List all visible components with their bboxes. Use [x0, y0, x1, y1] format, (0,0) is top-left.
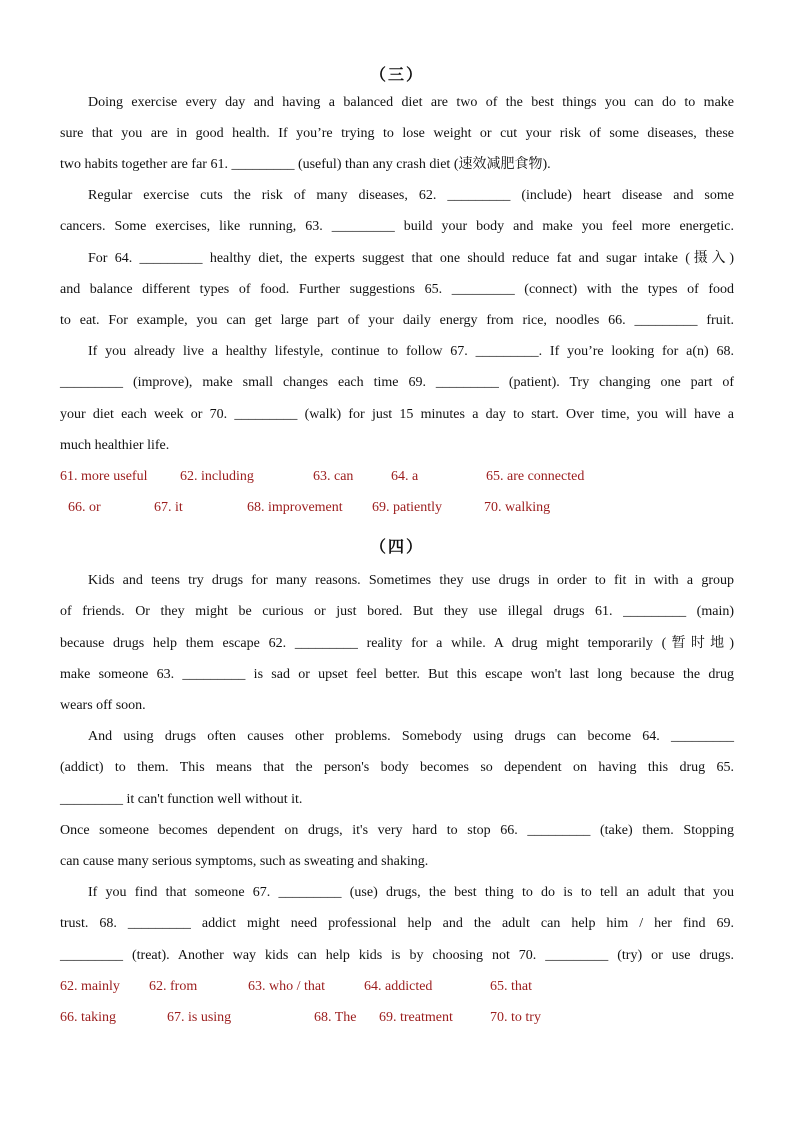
s4-answer: 62. mainly [60, 979, 120, 994]
s3-line-6: For 64. _________ healthy diet, the experts suggest that one should reduce fat and sugar intake (摄入) [88, 251, 734, 266]
s3-answer: 66. or [68, 500, 101, 515]
s3-answer: 64. a [391, 469, 419, 484]
s3-answer: 69. patiently [372, 500, 442, 515]
s4-line-9: Once someone becomes dependent on drugs, it's very hard to stop 66. _________ (take) them. Stopping [60, 823, 734, 838]
s4-answer: 63. who / that [248, 979, 325, 994]
s4-answer: 69. treatment [379, 1010, 453, 1025]
s4-line-3: because drugs help them escape 62. _________ reality for a while. A drug might temporarily (暂时地) [60, 636, 734, 651]
s4-line-12: trust. 68. _________ addict might need professional help and the adult can help him / her find 69. [60, 916, 734, 931]
s4-answer: 66. taking [60, 1010, 116, 1025]
s3-answer: 65. are connected [486, 469, 585, 484]
s4-line-4: make someone 63. _________ is sad or upset feel better. But this escape won't last long because the drug [60, 667, 734, 682]
s3-line-11: your diet each week or 70. _________ (walk) for just 15 minutes a day to start. Over time, you will have a [60, 407, 734, 422]
s4-answer: 65. that [490, 979, 532, 994]
section-3-title: （三） [369, 67, 424, 84]
s3-answer: 62. including [180, 469, 254, 484]
s4-line-5: wears off soon. [60, 698, 146, 713]
s4-answer: 68. The [314, 1010, 357, 1025]
s4-line-2: of friends. Or they might be curious or just bored. But they use illegal drugs 61. _________ (main) [60, 604, 734, 619]
s4-line-8: _________ it can't function well without it. [60, 792, 303, 807]
s3-answer: 68. improvement [247, 500, 343, 515]
s3-line-5: cancers. Some exercises, like running, 63. _________ build your body and make you feel more energetic. [60, 219, 734, 234]
s4-answer: 67. is using [167, 1010, 232, 1025]
s4-line-6: And using drugs often causes other problems. Somebody using drugs can become 64. _________ [88, 729, 734, 744]
s4-line-13: _________ (treat). Another way kids can help kids is by choosing not 70. _________ (try) or use drugs. [60, 948, 734, 963]
s3-line-4: Regular exercise cuts the risk of many diseases, 62. _________ (include) heart disease and some [88, 188, 734, 203]
s3-line-1: Doing exercise every day and having a balanced diet are two of the best things you can do to make [88, 95, 734, 110]
s3-line-7: and balance different types of food. Further suggestions 65. _________ (connect) with the types of food [60, 282, 734, 297]
s4-answer: 62. from [149, 979, 198, 994]
s3-line-10: _________ (improve), make small changes each time 69. _________ (patient). Try changing one part of [60, 375, 734, 390]
section-4-title: （四） [369, 539, 424, 556]
s4-line-11: If you find that someone 67. _________ (use) drugs, the best thing to do is to tell an adult that you [88, 885, 734, 900]
s4-line-1: Kids and teens try drugs for many reasons. Sometimes they use drugs in order to fit in with a group [88, 573, 734, 588]
s3-line-8: to eat. For example, you can get large part of your daily energy from rice, noodles 66. _________ fruit. [60, 313, 734, 328]
s3-line-2: sure that you are in good health. If you’re trying to lose weight or cut your risk of some diseases, these [60, 126, 734, 141]
s4-answer: 70. to try [490, 1010, 541, 1025]
s4-line-7: (addict) to them. This means that the person's body becomes so dependent on having this drug 65. [60, 760, 734, 775]
s3-line-9: If you already live a healthy lifestyle, continue to follow 67. _________. If you’re looking for a(n) 68. [88, 344, 734, 359]
s3-line-3: two habits together are far 61. _________ (useful) than any crash diet (速效减肥食物). [60, 157, 551, 172]
s3-answer: 70. walking [484, 500, 551, 515]
s4-answer: 64. addicted [364, 979, 433, 994]
s3-answer: 61. more useful [60, 469, 148, 484]
s3-answer: 63. can [313, 469, 354, 484]
s4-line-10: can cause many serious symptoms, such as sweating and shaking. [60, 854, 429, 869]
s3-answer: 67. it [154, 500, 183, 515]
s3-line-12: much healthier life. [60, 438, 170, 453]
